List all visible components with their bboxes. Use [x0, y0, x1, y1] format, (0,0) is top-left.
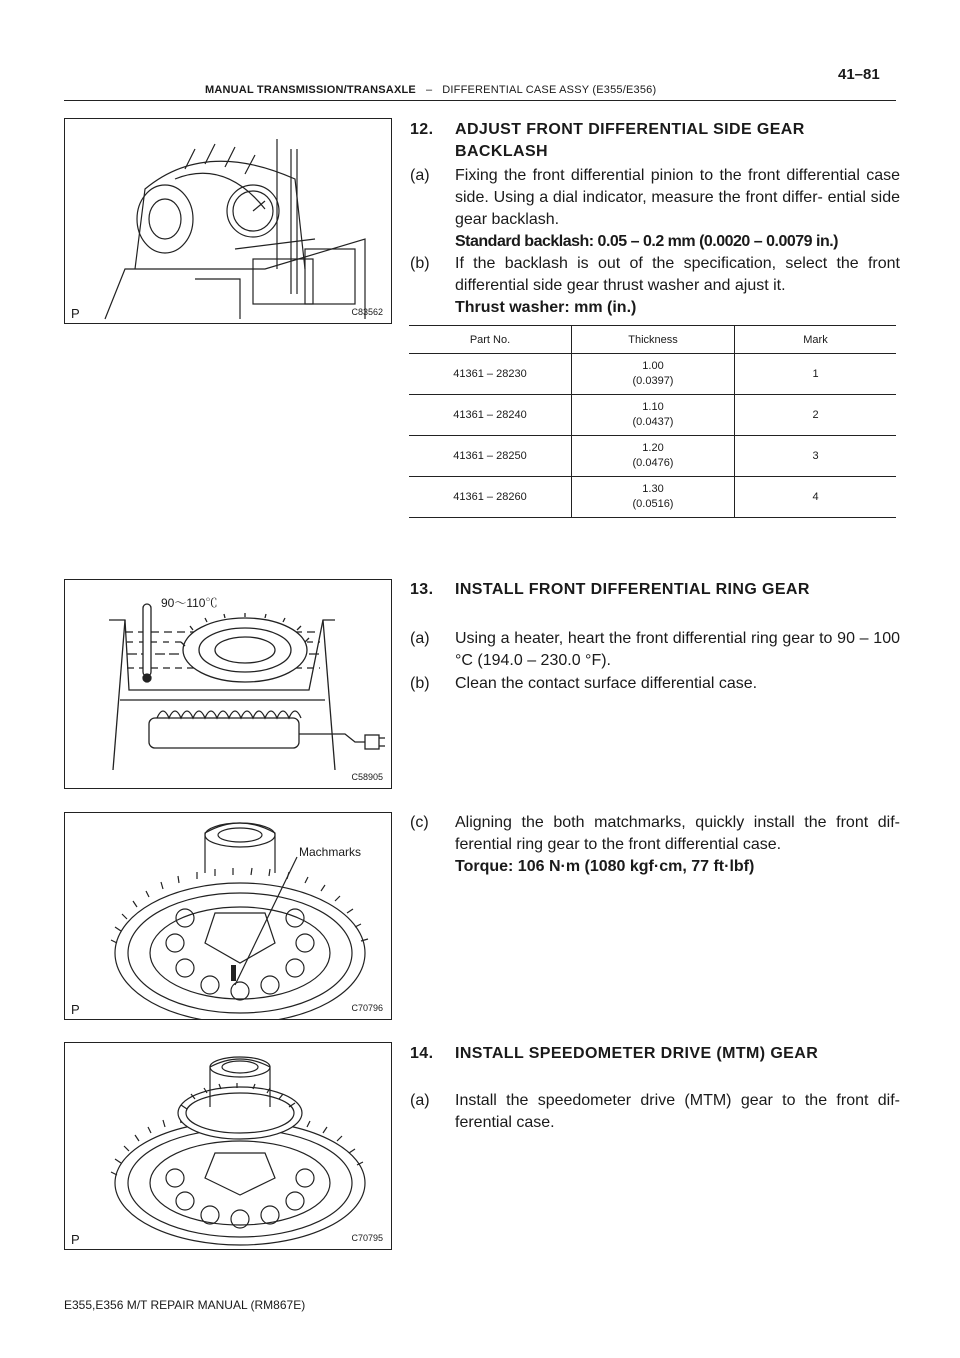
table-header-row	[409, 326, 896, 354]
step-title: ADJUST FRONT DIFFERENTIAL SIDE GEAR BACKLASH	[455, 121, 805, 160]
figure-code: C58905	[351, 772, 383, 782]
thrust-washer-spec: Thrust washer: mm (in.)	[455, 299, 637, 316]
thickness-cell	[572, 477, 735, 518]
temperature-label: 90〜110℃	[161, 596, 218, 610]
speedometer-gear-illustration	[65, 1043, 391, 1249]
step-12-b	[410, 253, 900, 323]
substep-text: Aligning the both matchmarks, quickly install the front dif- ferential ring gear to the front differential case.	[455, 814, 900, 853]
column-header-part-no: Part No.	[409, 326, 572, 354]
header-section: MANUAL TRANSMISSION/TRANSAXLE	[205, 84, 416, 96]
step-number: 13.	[410, 581, 434, 598]
torque-spec: Torque: 106 N·m (1080 kgf·cm, 77 ft·lbf)	[455, 858, 755, 875]
step-number: 12.	[410, 121, 434, 138]
table-row	[409, 477, 896, 518]
substep-label: (a)	[410, 1092, 430, 1109]
thickness-mm: 1.20	[642, 442, 664, 454]
table-row	[409, 354, 896, 395]
matchmarks-callout: Machmarks	[299, 845, 362, 859]
step-13-heading	[410, 579, 900, 601]
standard-backlash-spec: Standard backlash: 0.05 – 0.2 mm (0.0020 – 0.0079 in.)	[455, 233, 838, 250]
page-number: 41–81	[838, 66, 880, 83]
figure-speedometer-gear	[64, 1042, 392, 1250]
mark-cell: 2	[735, 395, 897, 436]
running-header	[205, 84, 656, 96]
figure-code: C70796	[351, 1003, 383, 1013]
step-13-c	[410, 812, 900, 882]
table-row	[409, 436, 896, 477]
substep-label: (a)	[410, 630, 430, 647]
part-number-cell: 41361 – 28250	[409, 436, 572, 477]
substep-label: (b)	[410, 255, 430, 272]
substep-text: Using a heater, heart the front differential ring gear to 90 – 100 °C (194.0 – 230.0 °F).	[455, 630, 900, 669]
substep-label: (b)	[410, 675, 430, 692]
header-rule	[64, 100, 896, 101]
thickness-mm: 1.30	[642, 483, 664, 495]
figure-marker: P	[71, 1232, 80, 1247]
thickness-in: (0.0437)	[632, 416, 674, 428]
substep-text: If the backlash is out of the specification, select the front differential side gear thrust washer and ajust it.	[455, 255, 900, 294]
header-subsection: DIFFERENTIAL CASE ASSY (E355/E356)	[442, 84, 657, 96]
thickness-mm: 1.00	[642, 360, 664, 372]
mark-cell: 1	[735, 354, 897, 395]
heater-bath-illustration	[65, 580, 391, 788]
mark-cell: 4	[735, 477, 897, 518]
manual-footer: E355,E356 M/T REPAIR MANUAL (RM867E)	[64, 1298, 306, 1312]
figure-dial-indicator	[64, 118, 392, 324]
ring-gear-illustration	[65, 813, 391, 1019]
substep-label: (c)	[410, 814, 429, 831]
figure-marker: P	[71, 1002, 80, 1017]
step-13-b	[410, 673, 900, 695]
column-header-thickness: Thickness	[572, 326, 735, 354]
part-number-cell: 41361 – 28240	[409, 395, 572, 436]
matchmark-indicator	[231, 965, 236, 981]
dial-indicator-illustration	[65, 119, 391, 323]
step-12-heading	[410, 119, 900, 163]
figure-code: C70795	[351, 1233, 383, 1243]
figure-code: C83562	[351, 307, 383, 317]
figure-ring-gear-matchmarks	[64, 812, 392, 1020]
step-13-a	[410, 628, 900, 672]
thickness-cell	[572, 436, 735, 477]
step-14-a	[410, 1090, 900, 1134]
part-number-cell: 41361 – 28260	[409, 477, 572, 518]
thickness-cell	[572, 354, 735, 395]
thrust-washer-table	[409, 325, 896, 518]
step-title: INSTALL SPEEDOMETER DRIVE (MTM) GEAR	[455, 1045, 819, 1062]
thickness-mm: 1.10	[642, 401, 664, 413]
figure-marker: P	[71, 306, 80, 321]
step-title: INSTALL FRONT DIFFERENTIAL RING GEAR	[455, 581, 810, 598]
part-number-cell: 41361 – 28230	[409, 354, 572, 395]
thickness-in: (0.0476)	[632, 457, 674, 469]
column-header-mark: Mark	[735, 326, 897, 354]
substep-text: Install the speedometer drive (MTM) gear to the front dif- ferential case.	[455, 1092, 900, 1131]
step-number: 14.	[410, 1045, 434, 1062]
mark-cell: 3	[735, 436, 897, 477]
table-row	[409, 395, 896, 436]
header-separator: –	[425, 84, 433, 96]
substep-label: (a)	[410, 167, 430, 184]
thickness-in: (0.0516)	[632, 498, 674, 510]
figure-heater-bath	[64, 579, 392, 789]
substep-text: Clean the contact surface differential case.	[455, 675, 758, 692]
substep-text: Fixing the front differential pinion to the front differential case side. Using a dial indicator, measure the front differ- ential side gear backlash.	[455, 167, 900, 228]
thickness-cell	[572, 395, 735, 436]
step-14-heading	[410, 1043, 900, 1065]
thickness-in: (0.0397)	[632, 375, 674, 387]
